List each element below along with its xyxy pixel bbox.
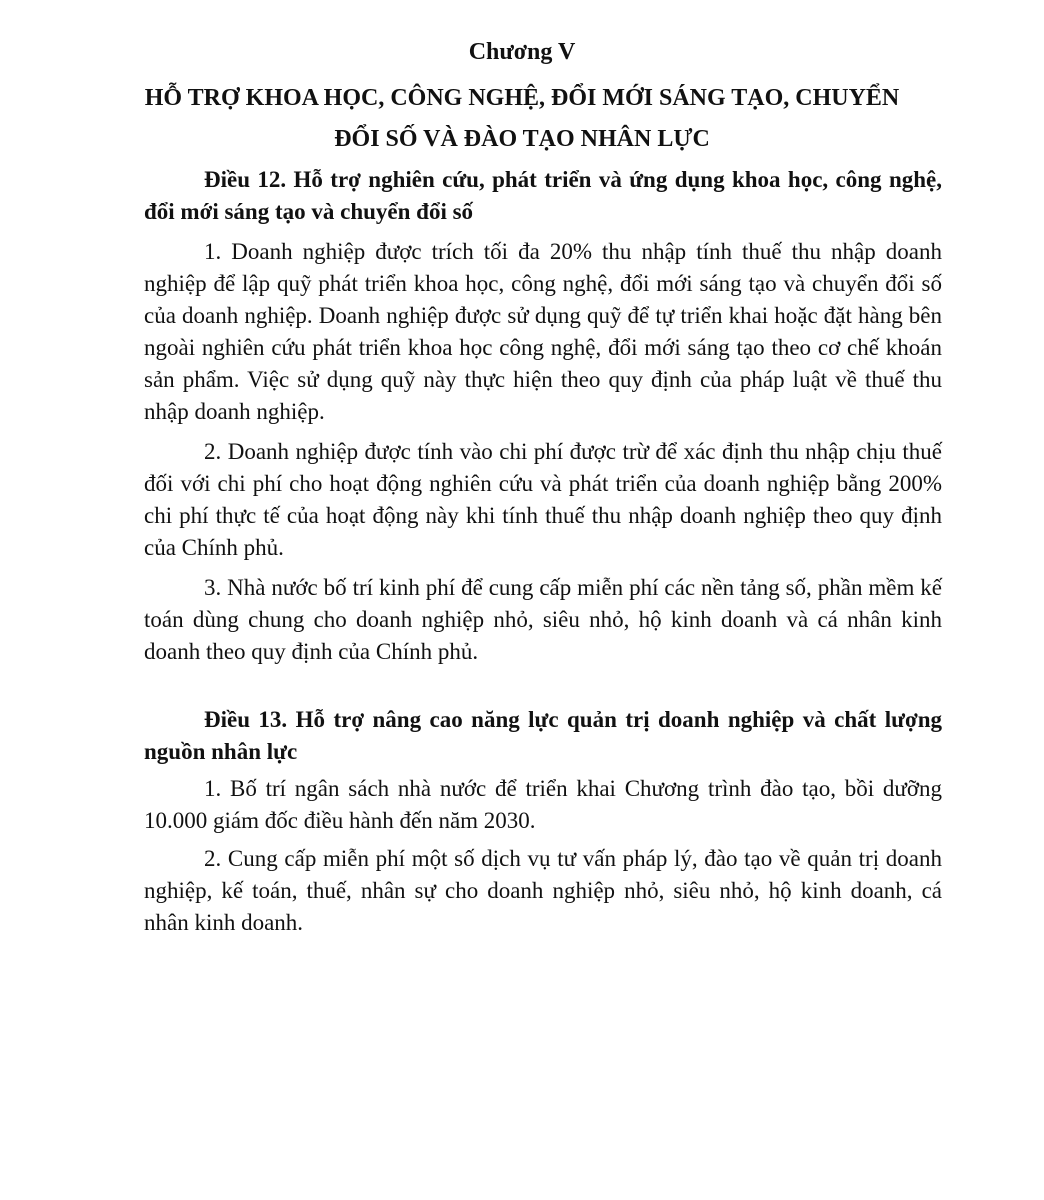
article-12-heading: Điều 12. Hỗ trợ nghiên cứu, phát triển và ứng dụng khoa học, công nghệ, đổi mới sáng tạo và chuyển đổi số (144, 167, 942, 224)
article-13-paragraph-2: 2. Cung cấp miễn phí một số dịch vụ tư vấn pháp lý, đào tạo về quản trị doanh nghiệp, kế toán, thuế, nhân sự cho doanh nghiệp nhỏ, siêu nhỏ, hộ kinh doanh, cá nhân kinh doanh. (144, 846, 942, 935)
article-13-paragraph-1: 1. Bố trí ngân sách nhà nước để triển khai Chương trình đào tạo, bồi dưỡng 10.000 giám đốc điều hành đến năm 2030. (144, 776, 942, 833)
article-12-paragraph-1: 1. Doanh nghiệp được trích tối đa 20% thu nhập tính thuế thu nhập doanh nghiệp để lập quỹ phát triển khoa học, công nghệ, đổi mới sáng tạo và chuyển đổi số của doanh nghiệp. Doanh nghiệp được sử dụng quỹ để tự triển khai hoặc đặt hàng bên ngoài nghiên cứu phát triển khoa học công nghệ, đổi mới sáng tạo theo cơ chế khoán sản phẩm. Việc sử dụng quỹ này thực hiện theo quy định của pháp luật về thuế thu nhập doanh nghiệp. (144, 239, 942, 424)
article-12-paragraph-3: 3. Nhà nước bố trí kinh phí để cung cấp miễn phí các nền tảng số, phần mềm kế toán dùng chung cho doanh nghiệp nhỏ, siêu nhỏ, hộ kinh doanh và cá nhân kinh doanh theo quy định của Chính phủ. (144, 575, 942, 664)
chapter-label: Chương V (468, 39, 576, 65)
article-12-paragraph-2: 2. Doanh nghiệp được tính vào chi phí được trừ để xác định thu nhập chịu thuế đối với chi phí cho hoạt động nghiên cứu và phát triển của doanh nghiệp bằng 200% chi phí thực tế của hoạt động này khi tính thuế thu nhập doanh nghiệp theo quy định của Chính phủ. (144, 439, 942, 560)
chapter-title: HỖ TRỢ KHOA HỌC, CÔNG NGHỆ, ĐỔI MỚI SÁNG TẠO, CHUYỂN ĐỔI SỐ VÀ ĐÀO TẠO NHÂN LỰC (144, 85, 900, 152)
article-13-heading: Điều 13. Hỗ trợ nâng cao năng lực quản trị doanh nghiệp và chất lượng nguồn nhân lực (144, 707, 942, 764)
